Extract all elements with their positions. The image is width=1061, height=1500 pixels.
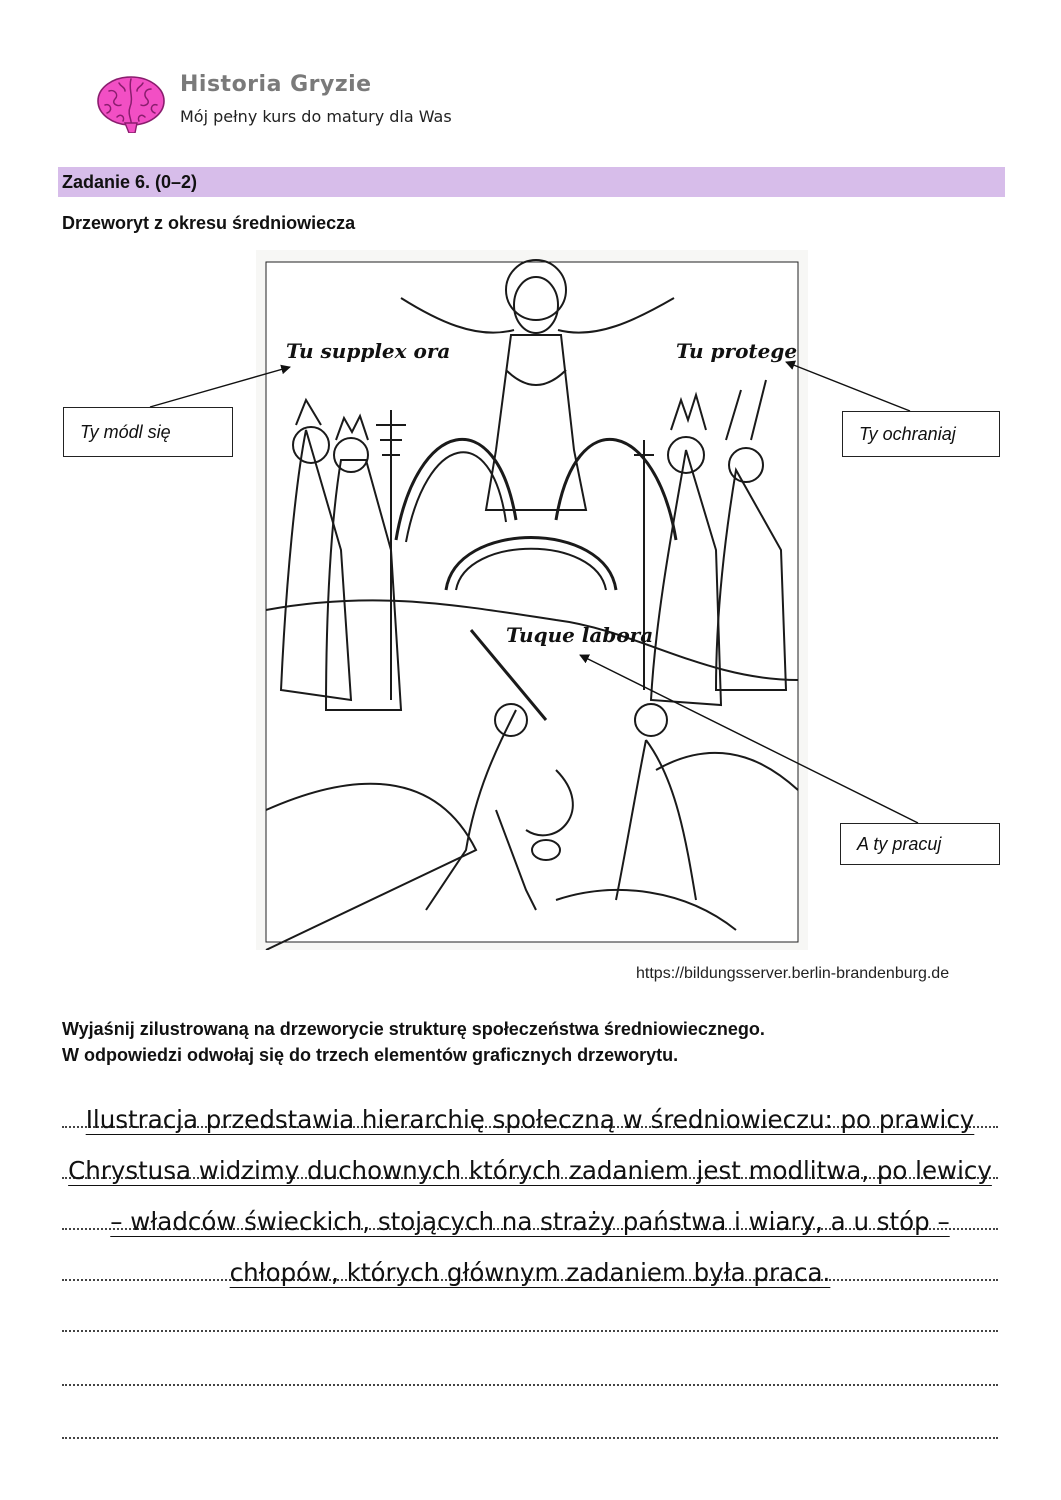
- question-line-2: W odpowiedzi odwołaj się do trzech elementów graficznych drzeworytu.: [62, 1045, 679, 1065]
- callout-pray: Ty módl się: [63, 407, 233, 457]
- question-line-1: Wyjaśnij zilustrowaną na drzeworycie strukturę społeczeństwa średniowiecznego.: [62, 1019, 765, 1039]
- answer-line: [62, 1437, 998, 1439]
- task-question: [62, 1016, 1012, 1068]
- brain-icon: [95, 73, 167, 133]
- task-title: Zadanie 6. (0–2): [62, 172, 198, 192]
- woodcut-label-work: Tuque labora: [506, 623, 654, 647]
- brand-tagline: Mój pełny kurs do matury dla Was: [180, 107, 452, 126]
- handwritten-answer: [60, 1094, 1000, 1298]
- callout-protect: Ty ochraniaj: [842, 411, 1000, 457]
- source-url: https://bildungsserver.berlin-brandenburg.de: [636, 965, 950, 982]
- callout-work: A ty pracuj: [840, 823, 1000, 865]
- task-header-bar: [58, 167, 1005, 197]
- source-title: Drzeworyt z okresu średniowiecza: [62, 213, 356, 233]
- answer-line: [62, 1330, 998, 1332]
- woodcut-label-pray: Tu supplex ora: [286, 339, 451, 363]
- woodcut-label-protect: Tu protege: [676, 339, 798, 363]
- answer-line: [62, 1384, 998, 1386]
- brand-name: Historia Gryzie: [180, 72, 372, 97]
- answer-text: Ilustracja przedstawia hierarchię społeczną w średniowieczu: po prawicy Chrystusa widzimy duchownych których zadaniem jest modlitwa, po lewicy – władców świeckich, stojących na straży państwa i wiary, a u stóp – chłopów, których głównym zadaniem była praca.: [68, 1105, 992, 1287]
- woodcut-illustration: [256, 250, 808, 950]
